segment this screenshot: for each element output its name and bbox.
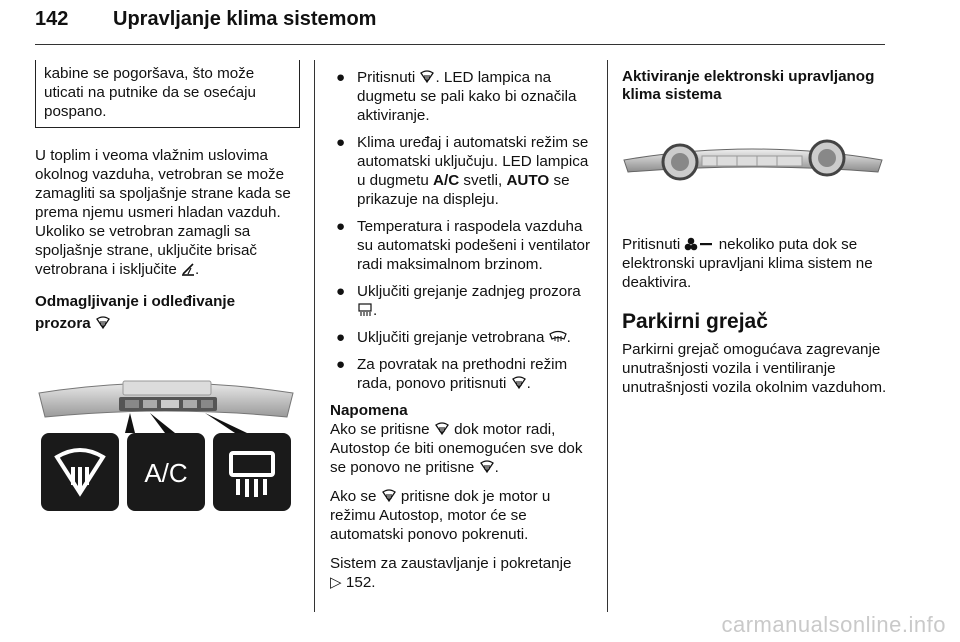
windshield-heat-icon bbox=[549, 330, 567, 344]
page-header bbox=[35, 4, 885, 45]
wiper-icon bbox=[181, 262, 195, 276]
climate-panel-figure bbox=[35, 375, 300, 520]
watermark: carmanualsonline.info bbox=[721, 612, 946, 637]
page-number: 142 bbox=[35, 8, 69, 30]
section-title: Parkirni grejač bbox=[622, 310, 768, 333]
list-item: ● Uključiti grejanje vetrobrana . bbox=[336, 329, 571, 346]
defrost-icon bbox=[381, 489, 397, 503]
control-panel-figure bbox=[622, 132, 887, 197]
list-item: ● Klima uređaj i automatski režim se automatski uključuju. LED lampica u dugmetu A/C svetli, AUTO se prikazuje na displeju. bbox=[336, 134, 589, 208]
instruction-list bbox=[330, 68, 595, 393]
list-item: ● Pritisnuti . LED lampica na dugmetu se pali kako bi označila aktiviranje. bbox=[336, 69, 577, 124]
ac-label: A/C bbox=[144, 458, 188, 488]
column-divider bbox=[607, 60, 608, 612]
arrow-ref-icon: ▷ bbox=[330, 574, 342, 591]
section-heading: Aktiviranje elektronski upravljanog klima sistema bbox=[622, 68, 875, 103]
column-divider bbox=[314, 60, 315, 612]
section-heading: Odmagljivanje i odleđivanje prozora bbox=[35, 293, 236, 332]
list-item: ● Temperatura i raspodela vazduha su automatski podešeni i ventilator radi maksimalnom brzinom. bbox=[336, 218, 591, 273]
page-title: Upravljanje klima sistemom bbox=[113, 8, 377, 30]
continued-box bbox=[35, 60, 300, 128]
defrost-icon bbox=[434, 422, 450, 436]
climate-panel-illustration bbox=[35, 375, 297, 515]
column-1 bbox=[35, 60, 300, 520]
column-3 bbox=[622, 68, 887, 407]
rear-defrost-icon bbox=[357, 303, 373, 317]
list-item: ● Za povratak na prethodni režim rada, ponovo pritisnuti . bbox=[336, 356, 568, 392]
column-2 bbox=[330, 68, 595, 602]
defrost-icon bbox=[479, 460, 495, 474]
paragraph: U toplim i veoma vlažnim uslovima okolnog vazduha, vetrobran se može zamagliti sa spoljašnje strane kada se prema njemu usmeri hladan vazduh. Ukoliko se vetrobran zamagli sa spoljašnje strane, uključite brisač vetrobrana i isključite . bbox=[35, 147, 291, 278]
paragraph: Parkirni grejač omogućava zagrevanje unutrašnjosti vozila i ventiliranje unutrašnjosti vozila okolnim vazduhom. bbox=[622, 341, 887, 396]
defrost-icon bbox=[419, 70, 435, 84]
control-panel-illustration bbox=[622, 132, 884, 192]
note-paragraph: Ako se pritisne dok motor radi, Autostop će biti onemogućen sve dok se ponovo ne pritisne . bbox=[330, 421, 583, 476]
paragraph: Pritisnuti nekoliko puta dok se elektronski upravljani klima sistem ne deaktivira. bbox=[622, 236, 873, 291]
list-item: ● Uključiti grejanje zadnjeg prozora . bbox=[336, 283, 581, 319]
fan-off-icon bbox=[684, 237, 714, 251]
box-text: kabine se pogoršava, što može uticati na putnike da se osećaju pospano. bbox=[44, 65, 256, 120]
rear-defrost-button-enlarged bbox=[213, 433, 291, 511]
defrost-icon bbox=[511, 376, 527, 390]
note-paragraph: Ako se pritisne dok je motor u režimu Autostop, motor će se automatski ponovo pokrenuti. bbox=[330, 488, 551, 543]
note-heading: Napomena bbox=[330, 402, 408, 419]
cross-reference[interactable]: Sistem za zaustavljanje i pokretanje ▷ 152. bbox=[330, 555, 572, 591]
defrost-icon bbox=[95, 316, 111, 330]
